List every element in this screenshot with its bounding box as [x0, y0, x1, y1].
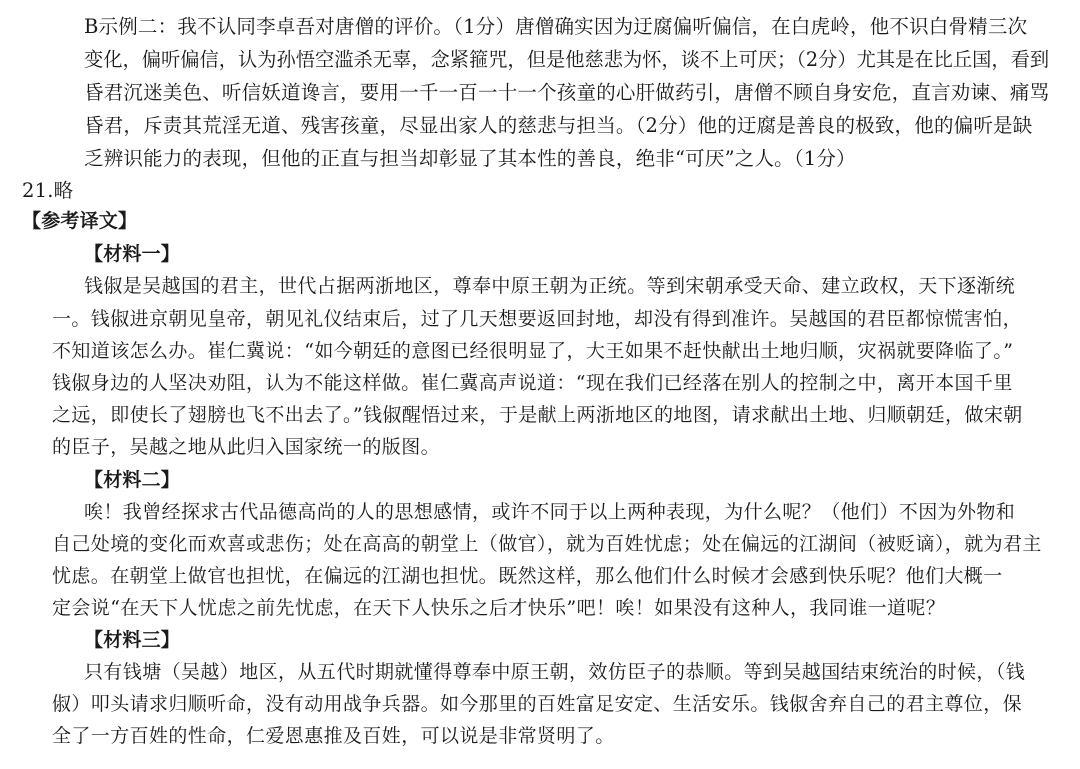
answer-b-line: 昏君，斥责其荒淫无道、残害孩童，尽显出家人的慈悲与担当。（2分）他的迂腐是善良的极致，他的偏听是缺 — [84, 114, 1033, 137]
material-3-line: 全了一方百姓的性命，仁爱恩惠推及百姓，可以说是非常贤明了。 — [52, 725, 615, 747]
reference-translation-heading: 【参考译文】 — [22, 210, 138, 232]
material-2-line: 忧虑。在朝堂上做官也担忧，在偏远的江湖也担忧。既然这样，那么他们什么时候才会感到快乐呢？他们大概一 — [52, 565, 1003, 587]
answer-b-line: 变化，偏听偏信，认为孙悟空滥杀无辜，念紧箍咒，但是他慈悲为怀，谈不上可厌；（2分）尤其是在比丘国，看到 — [84, 48, 1050, 71]
material-3-line: 只有钱塘（吴越）地区，从五代时期就懂得尊奉中原王朝，效仿臣子的恭顺。等到吴越国结束统治的时候，（钱 — [84, 661, 1026, 683]
material-2-heading: 【材料二】 — [84, 469, 181, 491]
material-1-line: 之远，即使长了翅膀也飞不出去了。”钱俶醒悟过来，于是献上两浙地区的地图，请求献出土地、归顺朝廷，做宋朝 — [52, 404, 1023, 426]
answer-b-line: B示例二：我不认同李卓吾对唐僧的评价。（1分）唐僧确实因为迂腐偏听偏信，在白虎岭，他不识白骨精三次 — [84, 15, 1028, 38]
material-1-line: 不知道该怎么办。崔仁冀说：“如今朝廷的意图已经很明显了，大王如果不赶快献出土地归顺，灾祸就要降临了。” — [52, 340, 1014, 362]
material-1-heading: 【材料一】 — [84, 243, 181, 265]
material-2-line: 唉！我曾经探求古代品德高尚的人的思想感情，或许不同于以上两种表现，为什么呢？（他们）不因为外物和 — [84, 501, 1016, 523]
question-21-answer: 21.略 — [22, 179, 74, 202]
material-2-line: 自己处境的变化而欢喜或悲伤；处在高高的朝堂上（做官），就为百姓忧虑；处在偏远的江湖间（被贬谪），就为君主 — [52, 533, 1042, 555]
material-1-line: 一。钱俶进京朝见皇帝，朝见礼仪结束后，过了几天想要返回封地，却没有得到准许。吴越国的君臣都惊慌害怕， — [52, 308, 1023, 330]
material-1-line: 钱俶是吴越国的君主，世代占据两浙地区，尊奉中原王朝为正统。等到宋朝承受天命、建立政权，天下逐渐统 — [84, 275, 1016, 297]
answer-b-line: 乏辨识能力的表现，但他的正直与担当却彰显了其本性的善良，绝非“可厌”之人。（1分） — [84, 147, 856, 170]
material-1-line: 的臣子，吴越之地从此归入国家统一的版图。 — [52, 436, 441, 458]
material-3-line: 俶）叩头请求归顺听命，没有动用战争兵器。如今那里的百姓富足安定、生活安乐。钱俶舍弃自己的君主尊位，保 — [52, 693, 1023, 715]
answer-b-line: 昏君沉迷美色、听信妖道谗言，要用一千一百一十一个孩童的心肝做药引，唐僧不顾自身安危，直言劝谏、痛骂 — [84, 81, 1050, 104]
material-2-line: 定会说“在天下人忧虑之前先忧虑，在天下人快乐之后才快乐”吧！唉！如果没有这种人，我同谁一道呢？ — [52, 597, 946, 619]
material-1-line: 钱俶身边的人坚决劝阻，认为不能这样做。崔仁冀高声说道：“现在我们已经落在别人的控制之中，离开本国千里 — [52, 372, 1013, 394]
material-3-heading: 【材料三】 — [84, 629, 181, 651]
